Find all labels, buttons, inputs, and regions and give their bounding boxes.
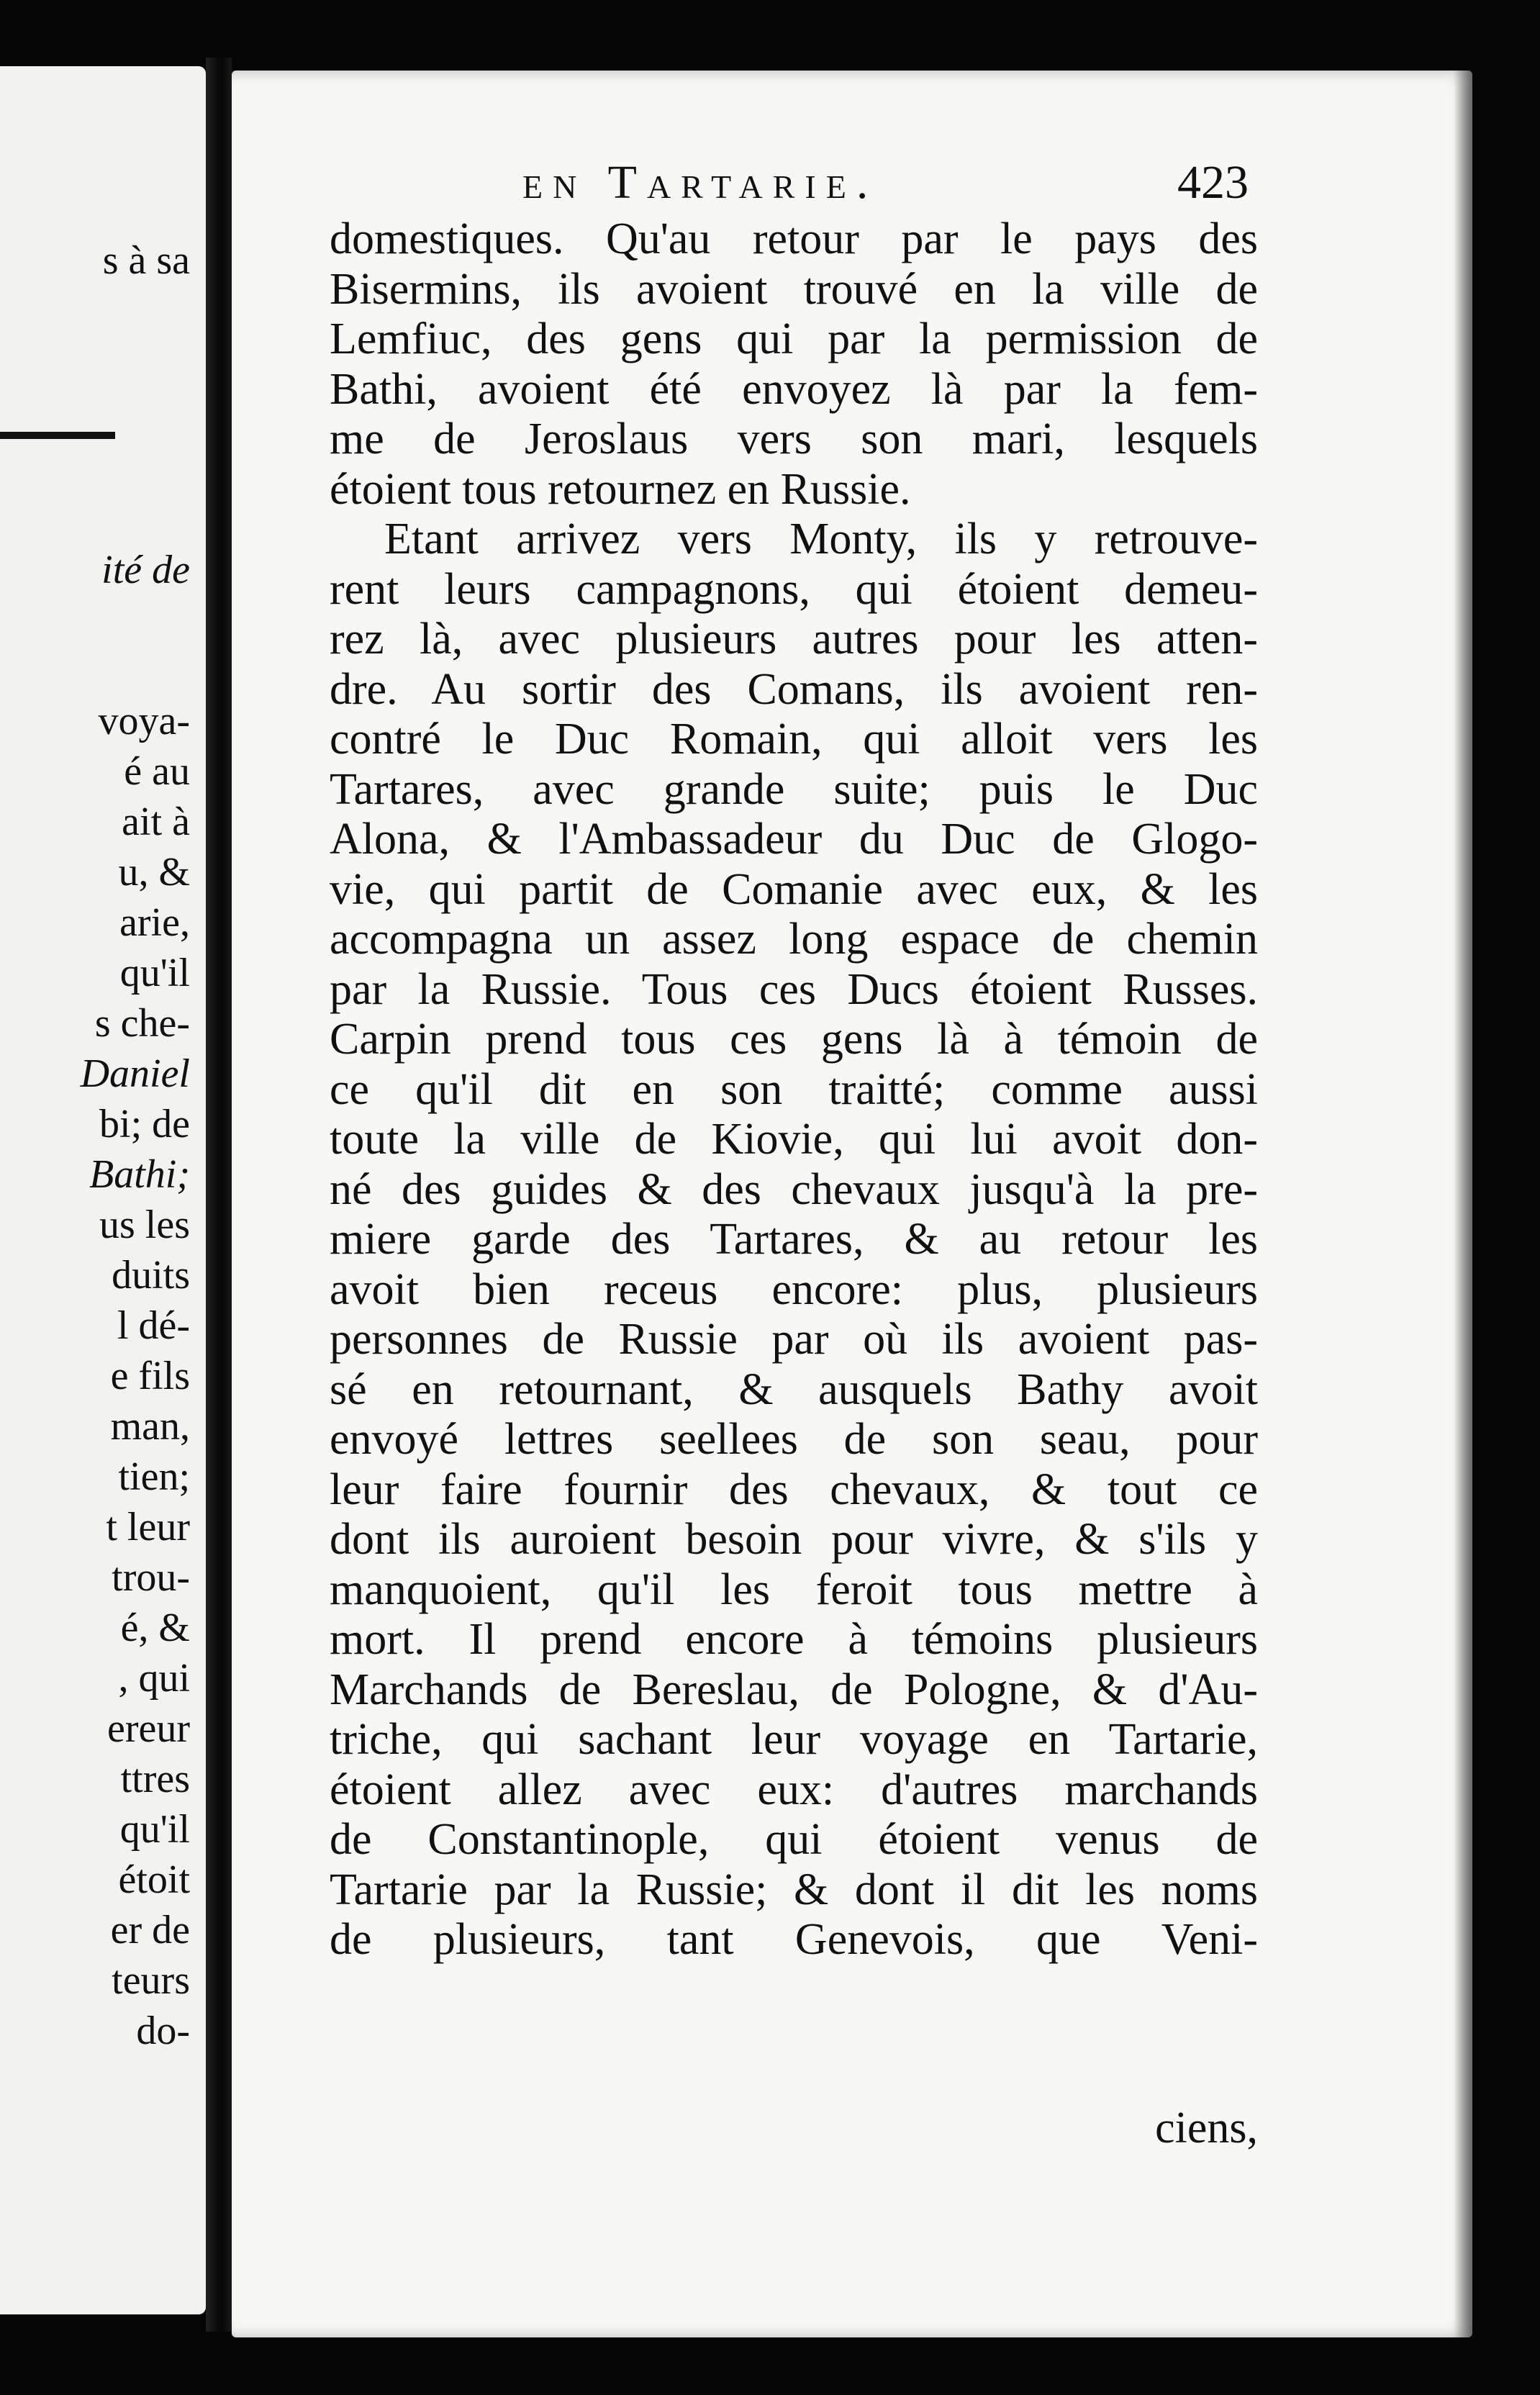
left-page-line: s à sa <box>102 238 190 283</box>
left-page-line: bi; de <box>99 1102 190 1146</box>
text-line: Alona, & l'Ambassadeur du Duc de Glogo- <box>330 815 1258 864</box>
page-number: 423 <box>1177 156 1249 209</box>
text-line: Marchands de Bereslau, de Pologne, & d'Au- <box>330 1665 1258 1714</box>
text-line: envoyé lettres seellees de son seau, pour <box>330 1415 1258 1464</box>
left-page-line: Bathi; <box>89 1152 190 1197</box>
left-page-line: duits <box>112 1253 190 1298</box>
text-line: Bisermins, ils avoient trouvé en la ville de <box>330 264 1258 314</box>
section-rule <box>0 432 115 439</box>
book-gutter <box>206 58 232 2332</box>
left-page-line: t leur <box>106 1505 190 1549</box>
text-line: mort. Il prend encore à témoins plusieurs <box>330 1615 1258 1664</box>
left-page-line: ereur <box>107 1706 190 1751</box>
text-line: me de Jeroslaus vers son mari, lesquels <box>330 415 1258 463</box>
left-page-line: arie, <box>119 900 190 945</box>
left-page-line: ait à <box>122 800 190 844</box>
text-line: vie, qui partit de Comanie avec eux, & les <box>330 864 1258 914</box>
text-line: Tartares, avec grande suite; puis le Duc <box>330 764 1258 814</box>
text-line: Tartarie par la Russie; & dont il dit les noms <box>330 1865 1258 1914</box>
left-page-line: Daniel <box>80 1051 190 1096</box>
body-text <box>330 214 1258 1965</box>
text-line: étoient allez avec eux: d'autres marchands <box>330 1765 1258 1814</box>
text-line: sé en retournant, & ausquels Bathy avoit <box>330 1364 1258 1414</box>
text-line: domestiques. Qu'au retour par le pays des <box>330 214 1258 263</box>
left-page-line: us les <box>99 1203 190 1247</box>
left-page-line: é au <box>124 749 190 794</box>
left-page-line: do- <box>136 2009 190 2053</box>
text-line: de Constantinople, qui étoient venus de <box>330 1815 1258 1864</box>
catchword: ciens, <box>1155 2104 1258 2152</box>
left-page-fragment <box>0 66 206 2314</box>
text-line: dre. Au sortir des Comans, ils avoient ren- <box>330 664 1258 714</box>
text-line: manquoient, qu'il les feroit tous mettre à <box>330 1565 1258 1614</box>
text-line: miere garde des Tartares, & au retour les <box>330 1215 1258 1264</box>
text-line: de plusieurs, tant Genevois, que Veni- <box>330 1915 1258 1964</box>
left-page-line: ité de <box>101 548 190 592</box>
left-page-line: man, <box>110 1404 190 1449</box>
text-line: contré le Duc Romain, qui alloit vers les <box>330 715 1258 764</box>
text-line: leur faire fournir des chevaux, & tout ce <box>330 1464 1258 1514</box>
left-page-line: e fils <box>110 1354 190 1398</box>
text-line: triche, qui sachant leur voyage en Tartarie, <box>330 1715 1258 1764</box>
text-line: Etant arrivez vers Monty, ils y retrouve- <box>384 515 1258 563</box>
text-line: dont ils auroient besoin pour vivre, & s'ils y <box>330 1515 1258 1564</box>
text-line: par la Russie. Tous ces Ducs étoient Russes. <box>330 964 1258 1014</box>
text-line: ce qu'il dit en son traitté; comme aussi <box>330 1064 1258 1114</box>
page-header <box>232 155 1472 220</box>
left-page-line: qu'il <box>119 951 190 995</box>
left-page-line: er de <box>110 1908 190 1952</box>
text-line: rez là, avec plusieurs autres pour les atten- <box>330 615 1258 664</box>
left-page-line: u, & <box>118 850 190 895</box>
left-page-line: qu'il <box>119 1807 190 1852</box>
left-page-line: étoit <box>118 1857 190 1902</box>
left-page-line: trou- <box>112 1555 190 1600</box>
left-page-line: , qui <box>118 1656 190 1701</box>
text-line: personnes de Russie par où ils avoient pas- <box>330 1315 1258 1364</box>
scan-border <box>0 2337 1540 2395</box>
text-line: toute la ville de Kiovie, qui lui avoit don- <box>330 1115 1258 1164</box>
text-line: Bathi, avoient été envoyez là par la fem- <box>330 364 1258 414</box>
left-page-line: s che- <box>94 1001 190 1046</box>
text-line: Lemfiuc, des gens qui par la permission de <box>330 314 1258 363</box>
text-line: Carpin prend tous ces gens là à témoin de <box>330 1015 1258 1064</box>
left-page-line: tien; <box>118 1454 190 1499</box>
left-page-line: é, & <box>120 1606 190 1650</box>
text-line: né des guides & des chevaux jusqu'à la pre- <box>330 1164 1258 1214</box>
running-title: en Tartarie. <box>522 156 879 209</box>
text-line: rent leurs campagnons, qui étoient demeu- <box>330 564 1258 614</box>
text-line: étoient tous retournez en Russie. <box>330 464 911 514</box>
left-page-line: teurs <box>112 1958 190 2003</box>
left-page-line: voya- <box>98 699 190 743</box>
text-line: avoit bien receus encore: plus, plusieurs <box>330 1264 1258 1314</box>
left-page-line: ttres <box>120 1757 190 1801</box>
left-page-line: l dé- <box>117 1303 190 1348</box>
right-page <box>232 71 1472 2337</box>
text-line: accompagna un assez long espace de chemin <box>330 915 1258 964</box>
